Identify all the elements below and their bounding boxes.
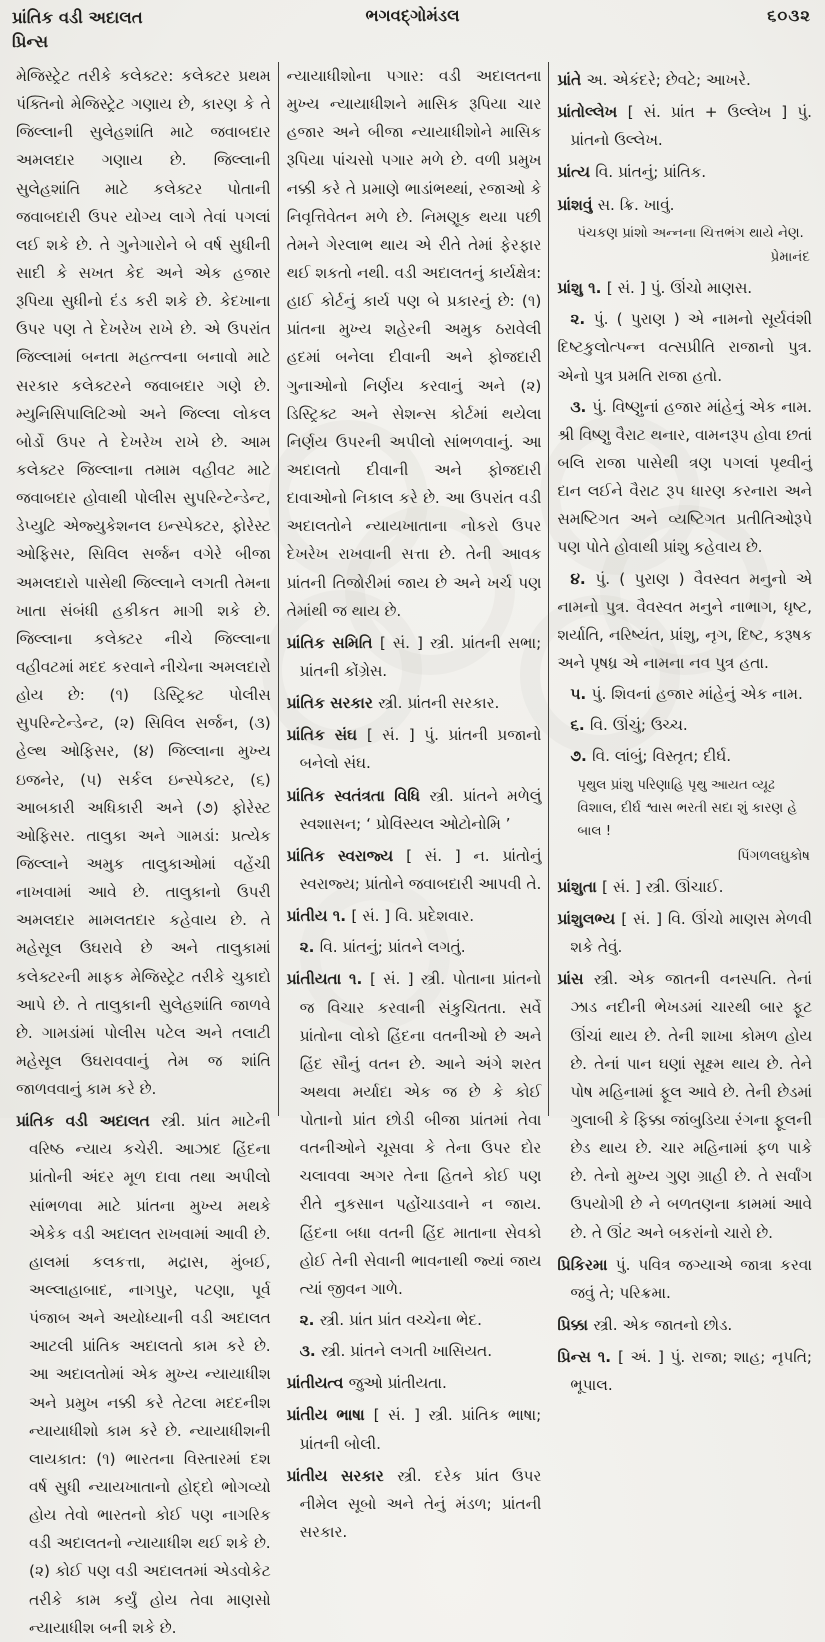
headword: પ્રાંતીય ૧. xyxy=(286,907,352,926)
dict-entry xyxy=(557,1251,812,1307)
dict-entry xyxy=(557,98,812,154)
dict-entry xyxy=(557,965,812,1246)
definition-text: સ્ત્રી. પ્રાંત પ્રાંત વચ્ચેના ભેદ. xyxy=(319,1311,482,1330)
headword: પ્રાંશવું xyxy=(557,195,598,214)
definition-text: સ્ત્રી. દરેક પ્રાંત ઉપર નીમેલ સૂબો અને તેનું મંડળ; પ્રાંતની સરકાર. xyxy=(299,1466,542,1542)
definition-text: પું. ( પુરાણ ) વૈવસ્વત મનુનો એ નામનો પુત્ર. વૈવસ્વત મનુને નાભાગ, ધૃષ્ટ, શર્યાતિ, નરિષ્યંત, પ્રાંશુ, નૃગ, દિષ્ટ, કરૂષક અને પૃષધ્ર એ નામના નવ પુત્ર હતા. xyxy=(557,569,813,672)
continuation-paragraph xyxy=(287,62,542,625)
definition-text: [ સં. ] સ્ત્રી. ઊંચાઈ. xyxy=(602,877,724,896)
definition-text: પિંગળલઘુકોષ xyxy=(737,847,811,864)
dict-entry xyxy=(557,191,812,219)
definition-text: [ સં. ] સ્ત્રી. પ્રાંતિક ભાષા; પ્રાંતની બોલી. xyxy=(299,1406,542,1453)
headword: પ્રાંતે xyxy=(557,71,587,89)
definition-text: અ. એકંદરે; છેવટે; આખરે. xyxy=(586,71,751,89)
dict-entry xyxy=(16,1107,271,1642)
headword: પ્રાંતીયત્વ xyxy=(286,1374,349,1393)
definition-text: સ્ત્રી. પ્રાંતને મળેલું સ્વશાસન; ‘ પ્રોવિંસ્યલ ઓટોનોમિ ’ xyxy=(299,786,542,833)
dict-entry xyxy=(287,1462,542,1546)
page-number: ૬૦૩૨ xyxy=(767,6,811,25)
definition-text: સ્ત્રી. એક જાતની વનસ્પતિ. તેનાં ઝાડ નદીની ભેખડમાં ચારથી બાર ફૂટ ઊંચાં થાય છે. તેની શાખા કોમળ હોય છે. તેનાં પાન ઘણાં સૂક્ષ્મ થાય છે. તેને પોષ મહિનામાં ફૂલ આવે છે. તેની છેડમાં ગુલાબી કે ફિક્કા જાંબુડિયા રંગના ફૂલની છેડ થાય છે. ચાર મહિનામાં ફળ પાકે છે. તેનો મુખ્ય ગુણ ગ્રાહી છે. તે સર્વાંગ ઉપયોગી છે ને બળતણના કામમાં આવે છે. તે ઊંટ અને બકરાંનો ચારો છે. xyxy=(570,970,813,1242)
headword: પ્રાંસ xyxy=(557,970,594,989)
dict-subsense xyxy=(557,305,812,389)
definition-text: વિ. પ્રાંતનું; પ્રાંતને લગતું. xyxy=(319,938,466,957)
continuation-paragraph xyxy=(16,62,271,1103)
definition-text: [ સં. ] વિ. પ્રદેશવાર. xyxy=(351,907,475,926)
dict-entry xyxy=(287,965,542,1303)
definition-text: પંચકણ પ્રાંશો અન્નના ચિત્તભંગ થાયે નેણ. xyxy=(577,225,804,241)
dict-entry xyxy=(557,1311,812,1339)
dict-entry xyxy=(287,902,542,930)
running-head-last-entry: પ્રિન્સ xyxy=(12,31,49,51)
headword: પ્રાંત્ય xyxy=(557,163,596,182)
headword: પ્રાંતિક સરકાર xyxy=(286,694,379,713)
headword: પ્રાંતિક સમિતિ xyxy=(286,633,380,652)
column-2 xyxy=(278,62,549,1542)
dict-entry xyxy=(287,689,542,717)
definition-text: ન્યાયાધીશોના પગાર: વડી અદાલતના મુખ્ય ન્યાયાધીશને માસિક રૂપિયા ચાર હજાર અને બીજા ન્યાયાધીશોને માસિક રૂપિયા પાંચસો પગાર મળે છે. વળી પ્રમુખ નક્કી કરે તે પ્રમાણે ભાડાંભથ્થાં, રજાઓ કે નિવૃત્તિવેતન મળે છે. નિમણૂક થયા પછી તેમને ગેરલાભ થાય એ રીતે તેમાં ફેરફાર થઈ શકતો નથી. વડી અદાલતનું કાર્યક્ષેત્ર: હાઈ કોર્ટનું કાર્ય પણ બે પ્રકારનું છે: (૧) પ્રાંતના મુખ્ય શહેરની અમુક ઠરાવેલી હદમાં બનેલા દીવાની અને ફોજદારી ગુનાઓનો નિર્ણય કરવાનું અને (૨) ડિસ્ટ્રિક્ટ અને સેશન્સ કોર્ટમાં થયેલા નિર્ણય ઉપરની અપીલો સાંભળવાનું. આ અદાલતો દીવાની અને ફોજદારી દાવાઓનો નિકાલ કરે છે. આ ઉપરાંત વડી અદાલતોને ન્યાયખાતાના નોકરો ઉપર દેખરેખ રાખવાની સત્તા છે. તેની આવક પ્રાંતની તિજોરીમાં જાય છે અને ખર્ચ પણ તેમાંથી જ થાય છે. xyxy=(286,67,542,620)
definition-text: [ સં. ] પું. પ્રાંતની પ્રજાનો બનેલો સંઘ. xyxy=(299,726,542,773)
dict-subsense xyxy=(557,742,812,770)
definition-text: [ સં. પ્રાંત + ઉલ્લેખ ] પું. પ્રાંતનો ઉલ્લેખ. xyxy=(570,103,813,150)
definition-text: સ. ક્રિ. ખાવું. xyxy=(597,195,675,214)
page-header xyxy=(0,0,825,60)
definition-text: [ અં. ] પું. રાજા; શાહ; નૃપતિ; ભૂપાલ. xyxy=(570,1348,813,1395)
book-title: ભગવદ્ગોમંડલ xyxy=(365,6,460,25)
definition-text: સ્ત્રી. પ્રાંત માટેની વરિષ્ઠ ન્યાય કચેરી. આઝાદ હિંદના પ્રાંતોની અંદર મૂળ દાવા તથા અપીલો સાંભળવા માટે પ્રાંતના મુખ્ય મથકે એકેક વડી અદાલત રાખવામાં આવી છે. હાલમાં કલકત્તા, મદ્રાસ, મુંબઈ, અલ્લાહાબાદ, નાગપુર, પટણા, પૂર્વ પંજાબ અને અયોધ્યાની વડી અદાલત આટલી પ્રાંતિક અદાલતો કામ કરે છે. આ અદાલતોમાં એક મુખ્ય ન્યાયાધીશ અને પ્રમુખ નક્કી કરે તેટલા મદદનીશ ન્યાયાધીશો કામ કરે છે. ન્યાયાધીશની લાયકાત: (૧) ભારતના વિસ્તારમાં દશ વર્ષ સુધી ન્યાયખાતાનો હોદ્દો ભોગવ્યો હોય તેવો ભારતનો કોઈ પણ નાગરિક વડી અદાલતનો ન્યાયાધીશ થઈ શકે છે. (૨) કોઈ પણ વડી અદાલતમાં એડવોકેટ તરીકે કામ કર્યું હોય તેવા માણસો ન્યાયાધીશ બની શકે છે. xyxy=(29,1112,271,1637)
headword: પ્રાંશુ ૧. xyxy=(557,279,607,298)
headword: ૪. xyxy=(570,569,596,588)
definition-text: પું. પવિત્ર જગ્યાએ જાત્રા કરવા જવું તે; પરિક્રમા. xyxy=(570,1255,813,1302)
quote-attribution xyxy=(557,245,810,270)
definition-text: મેજિસ્ટ્રેટ તરીકે કલેક્ટર: કલેક્ટર પ્રથમ પંક્તિનો મેજિસ્ટ્રેટ ગણાય છે, કારણ કે તે જિલ્લાની સુલેહશાંતિ માટે જવાબદાર અમલદાર ગણાય છે. જિલ્લાની સુલેહશાંતિ માટે કલેક્ટર પોતાની જવાબદારી ઉપર યોગ્ય લાગે તેવાં પગલાં લઈ શકે છે. તે ગુનેગારોને બે વર્ષ સુધીની સાદી કે સખત કેદ અને એક હજાર રૂપિયા સુધીનો દંડ કરી શકે છે. કેદખાના ઉપર પણ તે દેખરેખ રાખે છે. એ ઉપરાંત જિલ્લામાં બનતા મહત્ત્વના બનાવો માટે સરકાર કલેક્ટરને જવાબદાર ગણે છે. મ્યુનિસિપાલિટિઓ અને જિલ્લા લોકલ બોર્ડો ઉપર તે દેખરેખ રાખે છે. આમ કલેક્ટર જિલ્લાના તમામ વહીવટ માટે જવાબદાર હોવાથી પોલીસ સુપરિન્ટેન્ડેન્ટ, ડેપ્યુટિ એજ્યુકેશનલ ઇન્સ્પેક્ટર, ફોરેસ્ટ ઓફિસર, સિવિલ સર્જન વગેરે બીજા અમલદારો પાસેથી જિલ્લાને લગતી તેમના ખાતા સંબંધી હકીકત માગી શકે છે. જિલ્લાના કલેક્ટર નીચે જિલ્લાના વહીવટમાં મદદ કરવાને નીચેના અમલદારો હોય છે: (૧) ડિસ્ટ્રિક્ટ પોલીસ સુપરિન્ટેન્ડેન્ટ, (૨) સિવિલ સર્જન, (૩) હેલ્થ ઓફિસર, (૪) જિલ્લાના મુખ્ય ઇજનેર, (૫) સર્કલ ઇન્સ્પેક્ટર, (૬) આબકારી અધિકારી અને (૭) ફોરેસ્ટ ઓફિસર. તાલુકા અને ગામડાં: પ્રત્યેક જિલ્લાને અમુક તાલુકાઓમાં વહેંચી નાખવામાં આવે છે. તાલુકાનો ઉપરી અમલદાર મામલતદાર કહેવાય છે. તે મહેસૂલ ઉઘરાવે છે અને તાલુકામાં કલેક્ટરની માફક મેજિસ્ટ્રેટ તરીકે ચુકાદો આપે છે. તે તાલુકાની સુલેહશાંતિ જાળવે છે. ગામડાંમાં પોલીસ પટેલ અને તલાટી મહેસૂલ ઉઘરાવવાનું તેમ જ શાંતિ જાળવવાનું કામ કરે છે. xyxy=(16,67,271,1099)
running-head-first-entry: પ્રાંતિક વડી અદાલત xyxy=(12,8,143,27)
dict-entry xyxy=(557,873,812,901)
dict-entry xyxy=(287,1401,542,1457)
headword: પ્રાંતીયતા ૧. xyxy=(286,970,370,989)
definition-text: [ સં. ] સ્ત્રી. પ્રાંતની સભા; પ્રાંતની કોંગ્રેસ. xyxy=(299,633,542,680)
dict-entry xyxy=(287,721,542,777)
definition-text: સ્ત્રી. પ્રાંતને લગતી ખાસિયત. xyxy=(321,1342,493,1361)
definition-text: સ્ત્રી. એક જાતનો છોડ. xyxy=(593,1316,733,1335)
definition-text: સ્ત્રી. પ્રાંતની સરકાર. xyxy=(378,694,500,713)
headword: ૨. xyxy=(570,310,594,329)
dict-entry xyxy=(557,66,812,94)
headword: પ્રાંતીય સરકાર xyxy=(286,1466,398,1485)
dict-entry xyxy=(557,1343,812,1399)
quote-attribution xyxy=(557,844,810,869)
definition-text: પું. ( પુરાણ ) એ નામનો સૂર્યવંશી દિષ્ટકુલોત્પન્ન વત્સપ્રીતિ રાજાનો પુત્ર. એનો પુત્ર પ્રમતિ રાજા હતો. xyxy=(557,310,813,385)
definition-text: પૃથુલ પ્રાંશુ પરિણાહિ પૃથુ આયત વ્યૂઢ વિશાલ, દીર્ઘ શ્વાસ ભરતી સદા શું કારણ હે બાલ ! xyxy=(577,777,797,840)
definition-text: પું. શિવનાં હજાર માંહેનું એક નામ. xyxy=(591,685,803,704)
dict-entry xyxy=(557,905,812,961)
column-3 xyxy=(548,62,819,1395)
headword: પ્રાંશુલભ્ય xyxy=(557,910,622,929)
text-columns xyxy=(0,60,825,1637)
dict-entry xyxy=(557,274,812,302)
definition-text: જુઓ પ્રાંતીયતા. xyxy=(348,1374,447,1393)
definition-text: [ સં. ] વિ. ઊંચો માણસ મેળવી શકે તેવું. xyxy=(570,910,813,957)
definition-text: વિ. પ્રાંતનું; પ્રાંતિક. xyxy=(595,163,707,182)
headword: ૨. xyxy=(299,938,320,957)
dict-subsense xyxy=(557,680,812,708)
dict-subsense xyxy=(557,565,812,678)
dict-subsense xyxy=(557,393,812,562)
headword: ૬. xyxy=(570,716,591,735)
dict-subsense xyxy=(287,1337,542,1365)
column-1 xyxy=(8,62,278,1637)
headword: ૩. xyxy=(570,397,593,416)
headword: પ્રિક્કા xyxy=(557,1316,594,1335)
headword: પ્રાંશુતા xyxy=(557,877,603,896)
headword: પ્રિન્સ ૧. xyxy=(557,1348,618,1367)
headword: પ્રાંતિક સંઘ xyxy=(286,726,367,745)
headword: ૩. xyxy=(299,1342,321,1361)
headword: ૨. xyxy=(299,1311,320,1330)
dict-entry xyxy=(287,842,542,898)
dict-entry xyxy=(287,1369,542,1397)
definition-text: પું. વિષ્ણુનાં હજાર માંહેનું એક નામ. શ્રી વિષ્ણુ વૈરાટ થનાર, વામનરૂપ હોવા છતાં બલિ રાજા પાસેથી ત્રણ પગલાં પૃથ્વીનું દાન લઈને વૈરાટ રૂપ ધારણ કરનારા અને સમષ્ટિગત અને વ્યષ્ટિગત પ્રતીતિઓરૂપે પણ પોતે હોવાથી પ્રાંશુ કહેવાય છે. xyxy=(557,397,813,557)
headword: પ્રાંતોલ્લેખ xyxy=(557,103,628,122)
headword: પ્રાંતિક સ્વતંત્રતા વિધિ xyxy=(286,786,430,805)
definition-text: પ્રેમાનંદ xyxy=(770,249,811,266)
definition-text: [ સં. ] સ્ત્રી. પોતાના પ્રાંતનો જ વિચાર કરવાની સંકુચિતતા. સર્વે પ્રાંતોના લોકો હિંદના વતનીઓ છે અને હિંદ સૌનું વતન છે. આને અંગે શરત અથવા મર્યાદા એક જ છે કે કોઈ પોતાનો પ્રાંત છોડી બીજા પ્રાંતમાં તેવા વતનીઓને ચૂસવા કે તેના ઉપર દોર ચલાવવા અગર તેના હિતને કોઈ પણ રીતે નુકસાન પહોંચાડવાને ન જાય. હિંદના બધા વતની હિંદ માતાના સેવકો હોઈ તેની સેવાની ભાવનાથી જ્યાં જાય ત્યાં જીવન ગાળે. xyxy=(299,970,542,1298)
verse-quote xyxy=(577,222,812,245)
verse-quote xyxy=(577,774,812,844)
definition-text: વિ. લાંબું; વિસ્તૃત; દીર્ઘ. xyxy=(592,747,732,766)
headword: ૭. xyxy=(570,747,593,766)
definition-text: વિ. ઊંચું; ઉચ્ચ. xyxy=(590,716,688,735)
definition-text: [ સં. ] ન. પ્રાંતોનું સ્વરાજ્ય; પ્રાંતોને જવાબદારી આપવી તે. xyxy=(299,846,542,893)
dict-entry xyxy=(287,782,542,838)
dict-entry xyxy=(557,158,812,186)
dict-subsense xyxy=(287,1306,542,1334)
definition-text: [ સં. ] પું. ઊંચો માણસ. xyxy=(606,279,753,298)
headword: પ્રાંતિક વડી અદાલત xyxy=(16,1112,162,1131)
dict-entry xyxy=(287,629,542,685)
headword: ૫. xyxy=(570,685,592,704)
headword: પ્રાંતીય ભાષા xyxy=(286,1406,374,1425)
headword: પ્રાંતિક સ્વરાજ્ય xyxy=(286,846,407,865)
dict-subsense xyxy=(287,933,542,961)
headword: પ્રિકિરમા xyxy=(557,1255,616,1274)
dict-subsense xyxy=(557,711,812,739)
